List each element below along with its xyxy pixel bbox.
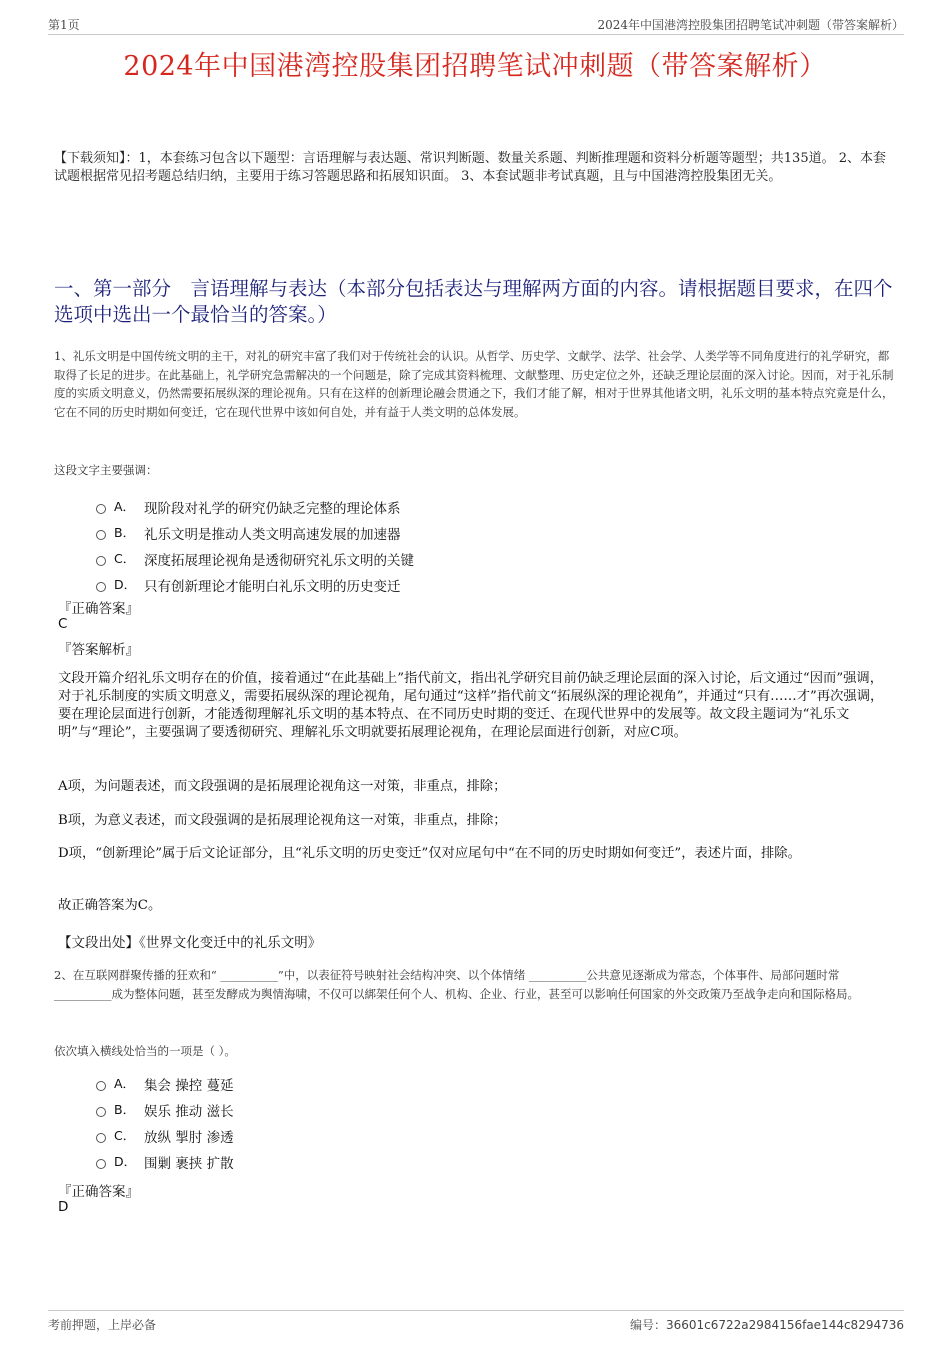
question-2-text: 2、在互联网群聚传播的狂欢和“ __________”中，以表征符号映射社会结构冲突、以个体情绪 __________公共意见逐渐成为常态，个体事件、局部问题时常 __________成为整体问题，甚至发酵成为舆情海啸，不仅可以綁架任何个人、机构、企业、行业，甚至可以影响任何国家的外交政策乃至战争走向和国际格局。 — [54, 968, 859, 1001]
section-heading: 一、第一部分 言语理解与表达（本部分包括表达与理解两方面的内容。请根据题目要求，在四个选项中选出一个最恰当的答案。） — [54, 277, 893, 326]
question-2-option-b[interactable] — [96, 1100, 876, 1126]
footer-code — [630, 1316, 904, 1333]
question-1-analysis-main: 文段开篇介绍礼乐文明存在的价值，接着通过“在此基础上”指代前文，指出礼学研究目前仍缺乏理论层面的深入讨论，后文通过“因而”强调，对于礼乐制度的实质文明意义，需要拓展纵深的理论视角，尾句通过“这样”指代前文“拓展纵深的理论视角”，并通过“只有……才”再次强调，要在理论层面进行创新，才能透彻理解礼乐文明的基本特点、在不同历史时期的变迁、在现代世界中的发展等。故文段主题词为“礼乐文明”与“理论”，主要强调了要透彻研究、理解礼乐文明就要拓展理论视角，在理论层面进行创新，对应C项。 — [58, 671, 884, 740]
question-1-analysis-d: D项，“创新理论”属于后文论证部分，且“礼乐文明的历史变迁”仅对应尾句中“在不同的历史时期如何变迁”，表述片面，排除。 — [58, 846, 801, 861]
page-header — [48, 14, 904, 35]
page-number: 第1页 — [48, 18, 80, 32]
question-1-answer-label: 『正确答案』 — [58, 601, 139, 617]
option-letter: C． — [114, 1128, 136, 1143]
question-2-answer-label: 『正确答案』 — [58, 1184, 139, 1200]
option-letter: B． — [114, 1102, 136, 1117]
option-text: 礼乐文明是推动人类文明高速发展的加速器 — [144, 527, 401, 543]
footer-code-value: 36601c6722a2984156fae144c8294736 — [665, 1318, 904, 1332]
question-1-option-d[interactable] — [96, 575, 876, 601]
question-2-option-c[interactable] — [96, 1126, 876, 1152]
radio-button[interactable] — [96, 504, 106, 514]
radio-button[interactable] — [96, 1081, 106, 1091]
option-text: 只有创新理论才能明白礼乐文明的历史变迁 — [144, 579, 401, 595]
question-2-option-a[interactable] — [96, 1074, 876, 1100]
option-text: 集会 操控 蔓延 — [144, 1078, 234, 1094]
question-2-answer: D — [58, 1199, 69, 1215]
radio-button[interactable] — [96, 1159, 106, 1169]
document-title: 2024年中国港湾控股集团招聘笔试冲刺题（带答案解析） — [123, 51, 827, 82]
question-1-analysis-a: A项，为问题表述，而文段强调的是拓展理论视角这一对策，非重点，排除； — [58, 779, 507, 794]
option-text: 围剿 裹挟 扩散 — [144, 1156, 234, 1172]
question-1-option-b[interactable] — [96, 523, 876, 549]
option-letter: B． — [114, 525, 136, 540]
question-1-analysis-conclusion: 故正确答案为C。 — [58, 898, 162, 913]
footer-slogan: 考前押题，上岸必备 — [48, 1318, 157, 1332]
question-2-prompt: 依次填入横线处恰当的一项是（ ）。 — [54, 1044, 236, 1058]
option-text: 现阶段对礼学的研究仍缺乏完整的理论体系 — [144, 501, 401, 517]
question-1-prompt: 这段文字主要强调： — [54, 463, 158, 477]
radio-button[interactable] — [96, 530, 106, 540]
question-2-option-d[interactable] — [96, 1152, 876, 1178]
question-1-analysis-b: B项，为意义表述，而文段强调的是拓展理论视角这一对策，非重点，排除； — [58, 813, 507, 828]
question-1-analysis-label: 『答案解析』 — [58, 642, 139, 658]
option-letter: A． — [114, 499, 136, 514]
download-notice: 【下载须知】：1，本套练习包含以下题型：言语理解与表达题、常识判断题、数量关系题、判断推理题和资料分析题等题型；共135道。 2、本套试题根据常见招考题总结归纳，主要用于练习答题思路和拓展知识面。 3、本套试题非考试真题，且与中国港湾控股集团无关。 — [54, 151, 886, 184]
option-letter: D． — [114, 1154, 137, 1169]
option-text: 放纵 掣肘 渗透 — [144, 1130, 234, 1146]
option-letter: C． — [114, 551, 136, 566]
option-text: 深度拓展理论视角是透彻研究礼乐文明的关键 — [144, 553, 414, 569]
question-1-source: 【文段出处】《世界文化变迁中的礼乐文明》 — [58, 935, 322, 951]
page-footer — [48, 1310, 904, 1335]
question-1-text: 1、礼乐文明是中国传统文明的主干，对礼的研究丰富了我们对于传统社会的认识。从哲学、历史学、文献学、法学、社会学、人类学等不同角度进行的礼学研究，都取得了长足的进步。在此基础上，礼学研究急需解决的一个问题是，除了完成其资料梳理、文献整理、历史定位之外，还缺乏理论层面的深入讨论。因而，对于礼乐制度的实质文明意义，仍然需要拓展纵深的理论视角。只有在这样的创新理论融会贯通之下，我们才能了解，相对于世界其他诸文明，礼乐文明的基本特点究竟是什么，它在不同的历史时期如何变迁，它在现代世界中该如何自处，并有益于人类文明的总体发展。 — [54, 349, 894, 419]
radio-button[interactable] — [96, 556, 106, 566]
question-1-option-a[interactable] — [96, 497, 876, 523]
radio-button[interactable] — [96, 1107, 106, 1117]
option-letter: A． — [114, 1076, 136, 1091]
question-2-options — [96, 1074, 876, 1178]
question-1-options — [96, 497, 876, 601]
option-text: 娱乐 推动 滋长 — [144, 1104, 234, 1120]
footer-code-label: 编号： — [629, 1318, 666, 1332]
question-1-option-c[interactable] — [96, 549, 876, 575]
option-letter: D． — [114, 577, 137, 592]
radio-button[interactable] — [96, 582, 106, 592]
question-1-answer: C — [58, 616, 68, 632]
radio-button[interactable] — [96, 1133, 106, 1143]
header-doc-title: 2024年中国港湾控股集团招聘笔试冲刺题（带答案解析） — [597, 18, 904, 32]
